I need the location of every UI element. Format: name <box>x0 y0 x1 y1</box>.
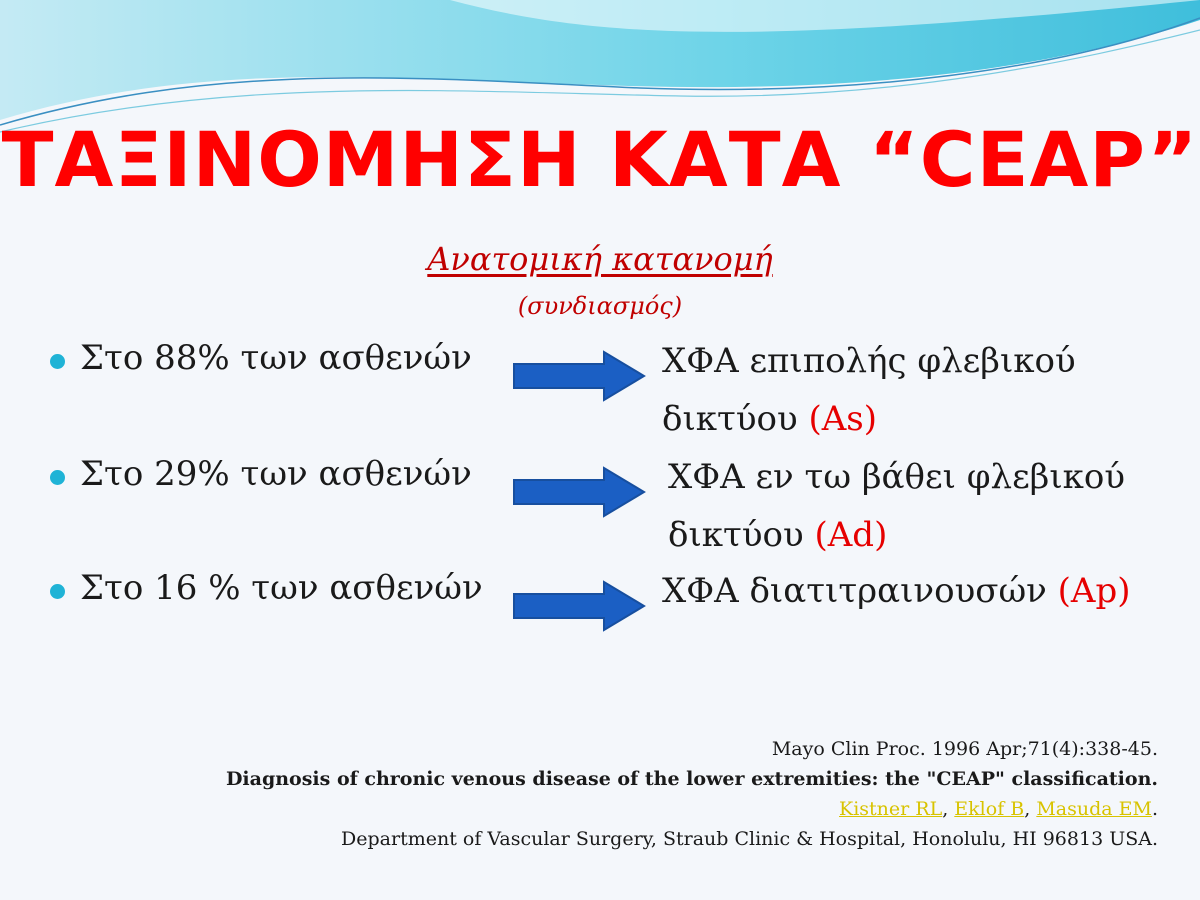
slide-title: ΤΑΞΙΝΟΜΗΣΗ ΚΑΤΑ “CEAP” <box>1 115 1199 204</box>
slide-subnote: (συνδιασμός) <box>517 292 683 320</box>
bullet-right-line2 <box>662 396 877 444</box>
bullet-right-line1-text: ΧΦΑ διατιτραινουσών <box>662 571 1058 611</box>
bullet-dot-icon <box>50 470 65 485</box>
reference-affiliation: Department of Vascular Surgery, Straub Clinic & Hospital, Honolulu, HI 96813 USA. <box>341 828 1158 851</box>
bullet-right-line2-text: δικτύου <box>668 515 815 555</box>
reference-journal: Mayo Clin Proc. 1996 Apr;71(4):338-45. <box>771 738 1158 760</box>
bullet-left-text: Στο 16 % των ασθενών <box>80 568 483 608</box>
author-link-masuda[interactable]: Masuda EM <box>1036 798 1152 821</box>
bullet-row-ad <box>0 454 1200 514</box>
bullet-right-line1: ΧΦΑ επιπολής φλεβικού <box>662 341 1076 381</box>
slide-subtitle: Ανατομική κατανομή <box>427 240 773 278</box>
reference-article-title: Diagnosis of chronic venous disease of the lower extremities: the "CEAP" classification. <box>225 768 1158 791</box>
bullet-dot-icon <box>50 354 65 369</box>
bullet-right-line2-text: δικτύου <box>662 399 809 439</box>
right-arrow-icon <box>512 466 646 518</box>
bullet-left-text: Στο 88% των ασθενών <box>80 338 472 378</box>
reference-block <box>226 734 1158 854</box>
right-arrow-icon <box>512 580 646 632</box>
ceap-code-as: (As) <box>808 399 878 439</box>
bullet-row-as <box>0 338 1200 398</box>
author-separator: , <box>942 798 955 821</box>
bullet-right-line2 <box>668 512 887 560</box>
author-separator: , <box>1024 798 1037 821</box>
ceap-code-ad: (Ad) <box>814 515 888 555</box>
author-link-kistner[interactable]: Kistner RL <box>839 798 943 821</box>
author-link-eklof[interactable]: Eklof B <box>954 798 1025 821</box>
bullet-right-line1 <box>662 568 1131 616</box>
bullet-dot-icon <box>50 584 65 599</box>
authors-end: . <box>1151 798 1158 821</box>
reference-authors <box>226 794 1158 824</box>
bullet-right-line1: ΧΦΑ εν τω βάθει φλεβικού <box>668 457 1126 497</box>
bullet-row-ap <box>0 568 1200 628</box>
ceap-code-ap: (Ap) <box>1057 571 1131 611</box>
bullet-left-text: Στο 29% των ασθενών <box>80 454 472 494</box>
right-arrow-icon <box>512 350 646 402</box>
